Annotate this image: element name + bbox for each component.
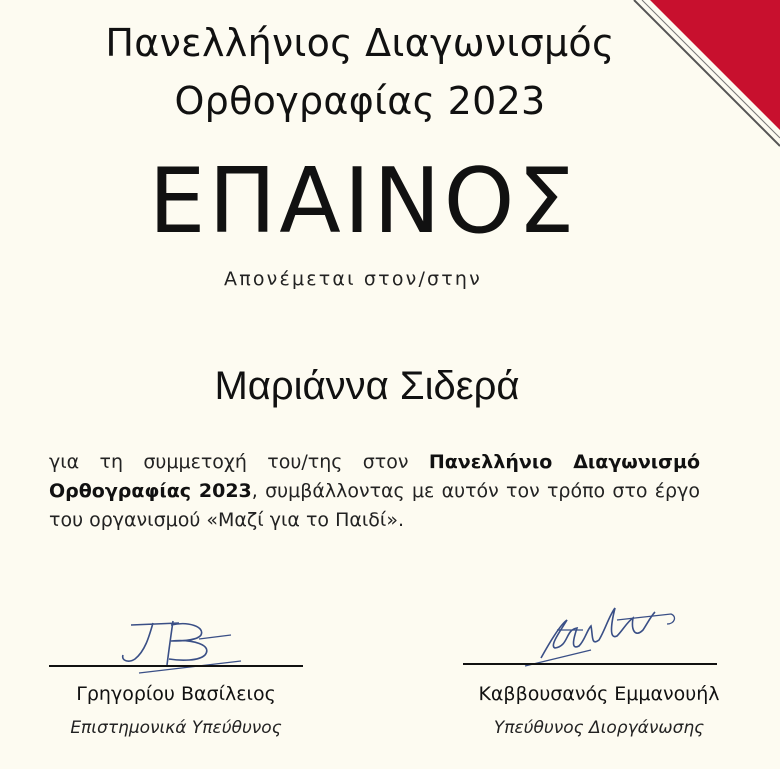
signature-line-right	[463, 663, 717, 665]
signatory-name-right: Καββουσανός Εμμανουήλ	[478, 683, 720, 705]
signature-block-left	[49, 610, 303, 750]
awarded-to-label: Απονέμεται στον/στην	[224, 268, 482, 290]
body-text-part-2: , συμβάλλοντας με αυτόν τον τρόπο στο έργο του οργανισμού «Μαζί για το Παιδί».	[49, 480, 700, 531]
body-text-contest-name: Πανελλήνιο Διαγωνισμό Ορθογραφίας 2023	[49, 451, 700, 502]
certificate-title	[0, 14, 720, 130]
signature-line-left	[49, 665, 303, 667]
signatory-name-left: Γρηγορίου Βασίλειος	[76, 683, 276, 705]
body-text-part-1: για τη συμμετοχή του/της στον	[49, 451, 429, 473]
signature-block-right	[461, 600, 741, 750]
signatory-role-left: Επιστημονικά Υπεύθυνος	[70, 718, 282, 738]
award-heading: ΕΠΑΙΝΟΣ	[148, 149, 578, 254]
handwritten-signature-right	[521, 600, 691, 670]
title-line-1: Πανελλήνιος Διαγωνισμός	[105, 21, 615, 65]
signatory-role-right: Υπεύθυνος Διοργάνωσης	[493, 718, 705, 738]
certificate-body	[49, 448, 700, 535]
recipient-name: Μαριάννα Σιδερά	[214, 364, 520, 408]
title-line-2: Ορθογραφίας 2023	[174, 79, 546, 123]
